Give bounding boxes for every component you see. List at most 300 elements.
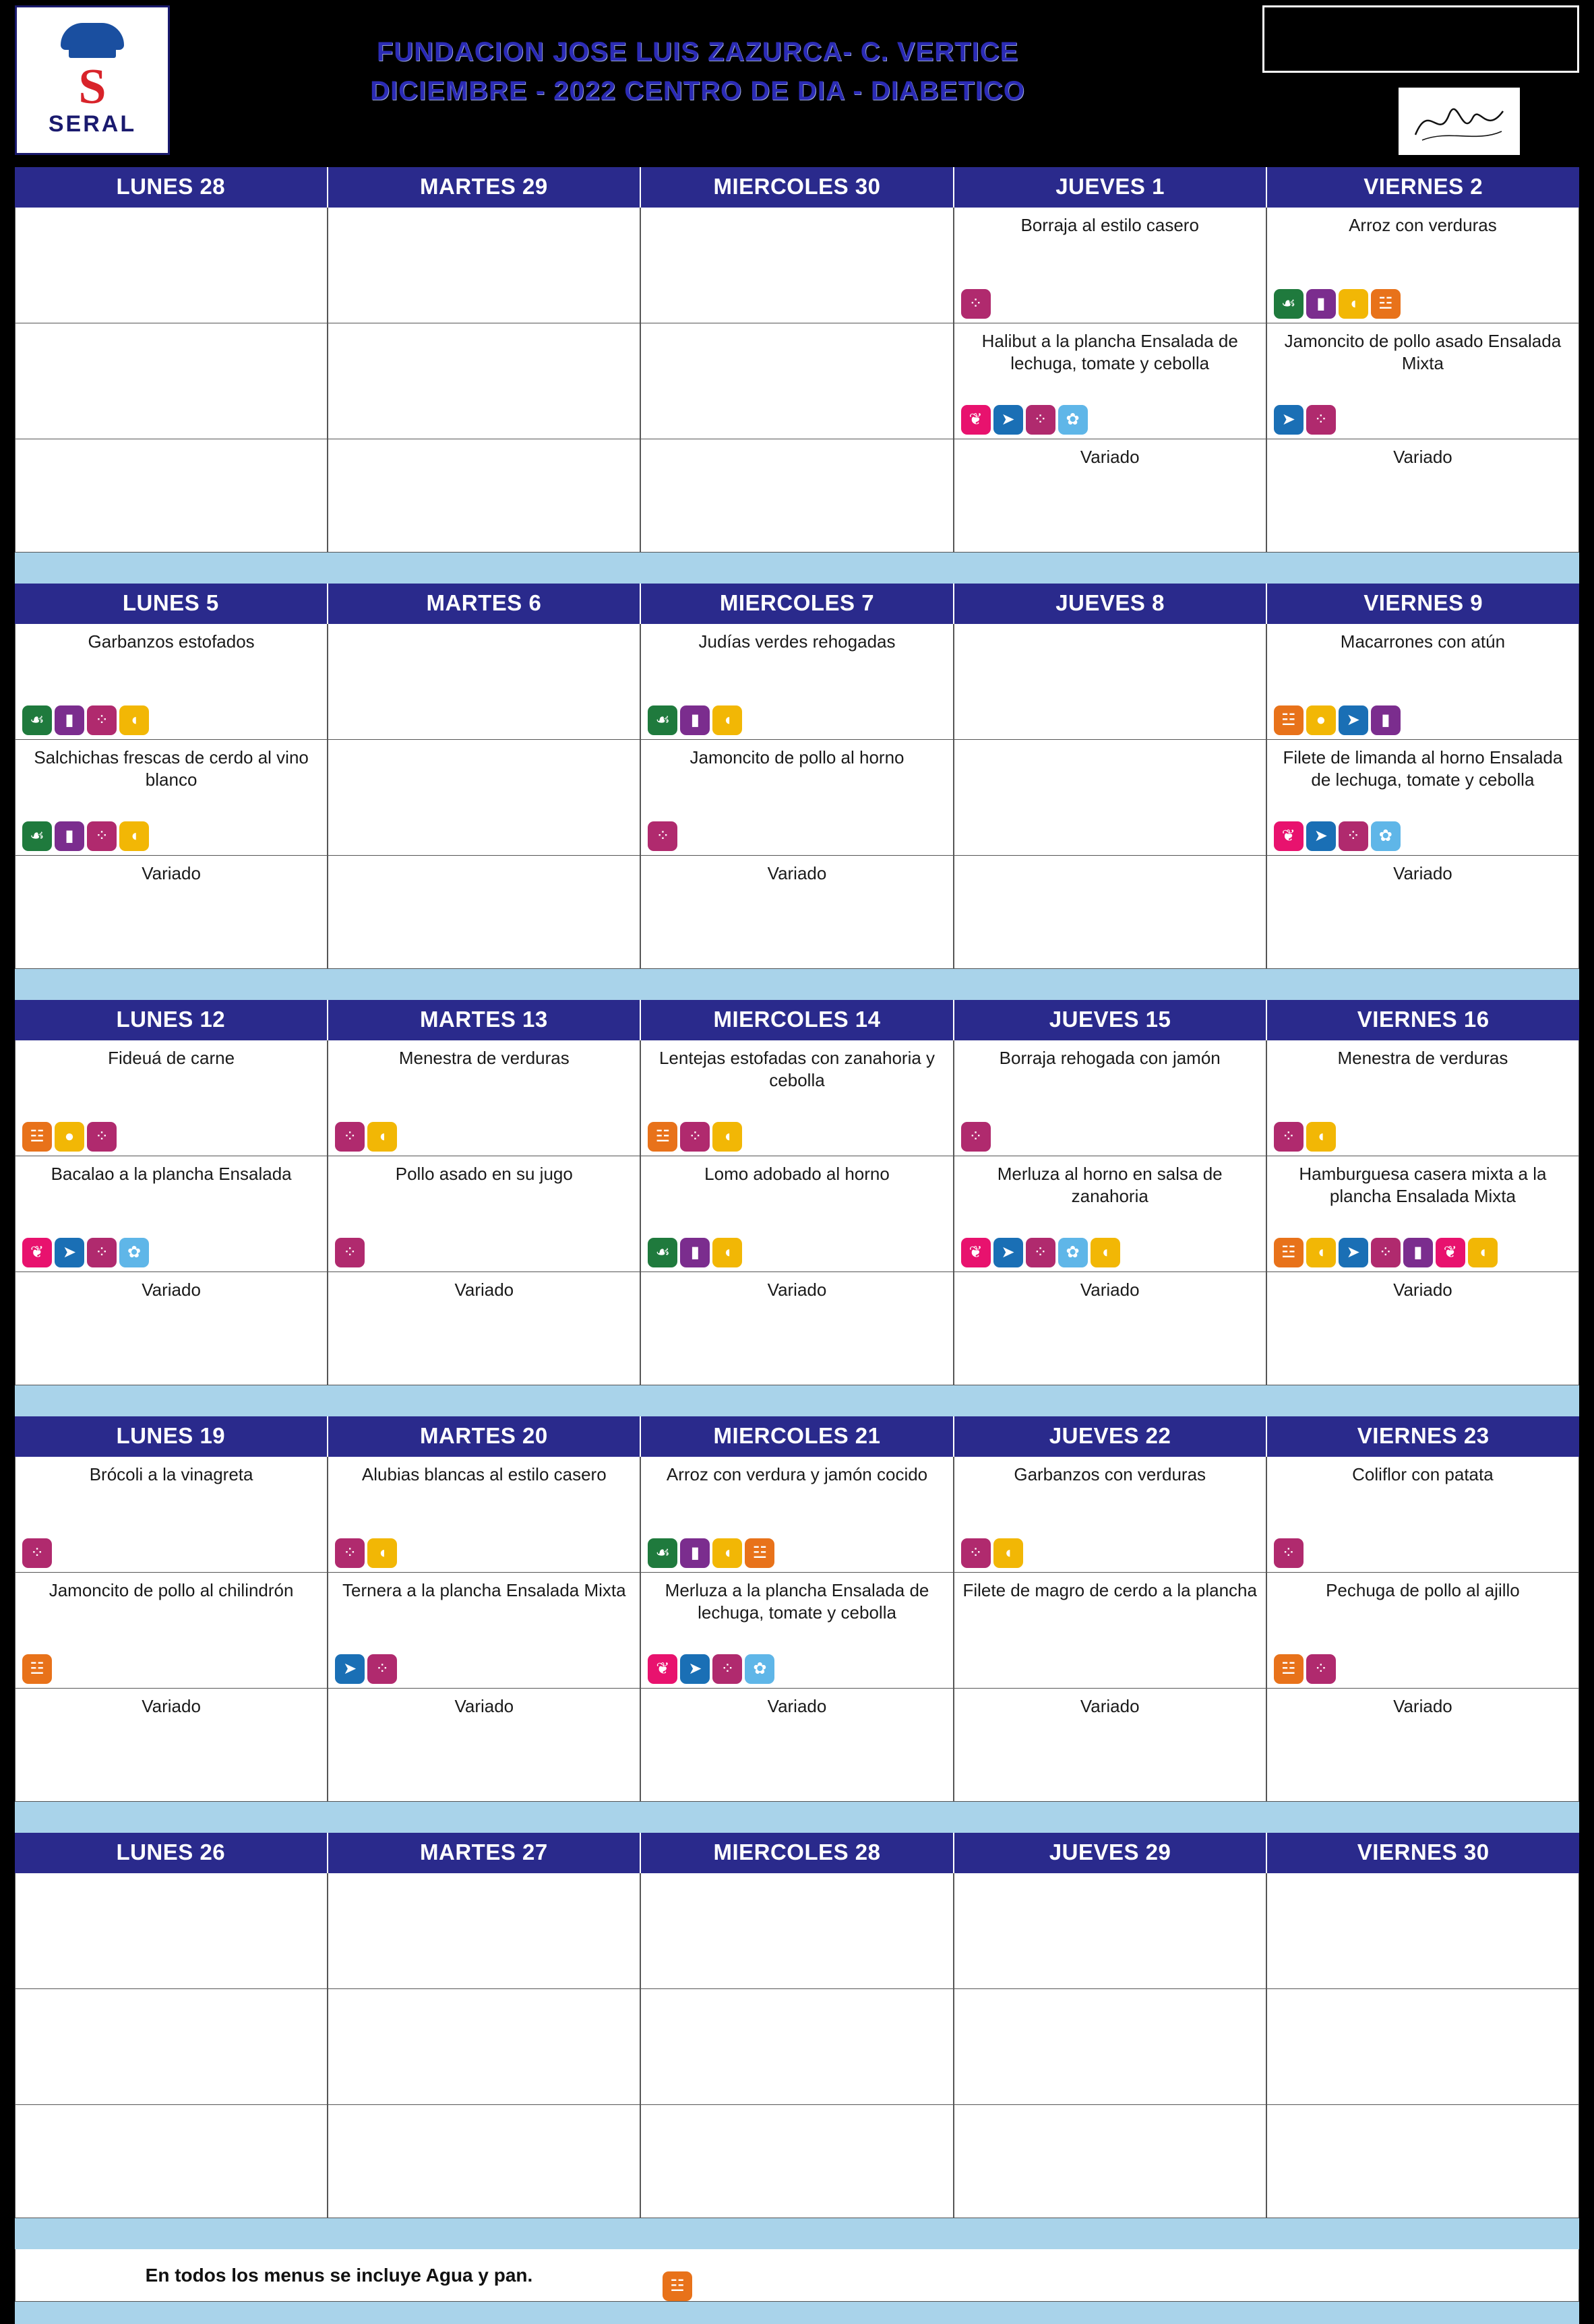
day-header: JUEVES 15 <box>954 1000 1268 1040</box>
day-header: LUNES 28 <box>15 167 328 208</box>
lacteos-icon: ▮ <box>55 705 84 735</box>
allergen-icon-group <box>1274 701 1572 735</box>
dish-text: Filete de magro de cerdo a la plancha <box>962 1580 1257 1600</box>
dish-text: Variado <box>767 863 827 883</box>
pescado-icon: ➤ <box>993 1238 1023 1267</box>
menu-cell <box>1266 740 1579 856</box>
dish-text: Variado <box>1393 447 1452 467</box>
menu-cell <box>1266 1040 1579 1156</box>
gluten-icon: ☳ <box>745 1538 774 1568</box>
menu-cell <box>15 856 328 969</box>
menu-cell <box>1266 856 1579 969</box>
menu-cell <box>954 1040 1266 1156</box>
mostaza-icon: ◖ <box>119 705 149 735</box>
menu-cell <box>954 1573 1266 1689</box>
dish-text: Pollo asado en su jugo <box>395 1164 573 1184</box>
menu-cell <box>1266 1989 1579 2105</box>
menu-cell <box>640 1689 953 1802</box>
mostaza-icon: ◖ <box>1306 1238 1336 1267</box>
apio-icon: ☙ <box>648 705 677 735</box>
menu-cell <box>15 1989 328 2105</box>
menu-cell <box>954 1156 1266 1272</box>
menu-cell <box>15 439 328 553</box>
mostaza-icon: ◖ <box>1339 289 1368 319</box>
crustaceos-icon: ❦ <box>1274 821 1304 851</box>
day-header: VIERNES 16 <box>1267 1000 1579 1040</box>
dish-text: Menestra de verduras <box>398 1048 570 1068</box>
allergen-icon-group <box>961 1118 1259 1152</box>
menu-cell <box>640 1573 953 1689</box>
menu-cell <box>15 208 328 323</box>
menu-cell <box>954 1873 1266 1989</box>
mostaza-icon: ◖ <box>1306 1122 1336 1152</box>
day-header: MARTES 13 <box>328 1000 642 1040</box>
sesamo-icon: ⁘ <box>335 1538 365 1568</box>
day-header: JUEVES 29 <box>954 1833 1268 1873</box>
pescado-icon: ➤ <box>55 1238 84 1267</box>
day-header: LUNES 26 <box>15 1833 328 1873</box>
day-header: LUNES 5 <box>15 584 328 624</box>
week-block <box>15 584 1579 1000</box>
menu-cell <box>328 439 640 553</box>
mostaza-icon: ◖ <box>993 1538 1023 1568</box>
menu-cell <box>1266 439 1579 553</box>
gluten-icon: ☳ <box>648 1122 677 1152</box>
menu-cell <box>1266 208 1579 323</box>
allergen-icon-group <box>961 401 1259 435</box>
sesamo-icon: ⁘ <box>367 1654 397 1684</box>
menu-cell <box>15 624 328 740</box>
allergen-icon-group <box>22 1118 320 1152</box>
dish-text: Variado <box>454 1696 514 1716</box>
dish-text: Variado <box>1080 447 1140 467</box>
dish-text: Lomo adobado al horno <box>704 1164 890 1184</box>
menu-cell <box>1266 624 1579 740</box>
sesamo-icon: ⁘ <box>648 821 677 851</box>
menu-cell <box>328 208 640 323</box>
day-header: JUEVES 8 <box>954 584 1268 624</box>
allergen-icon-group <box>1274 401 1572 435</box>
week-header-row <box>15 167 1579 208</box>
allergen-icon-group <box>22 1534 320 1568</box>
menu-cell <box>640 1989 953 2105</box>
dish-text: Garbanzos con verduras <box>1014 1464 1206 1484</box>
allergen-icon-group <box>648 1234 946 1267</box>
menu-row <box>15 1573 1579 1689</box>
moluscos-icon: ✿ <box>745 1654 774 1684</box>
gluten-icon: ☳ <box>1371 289 1401 319</box>
gluten-icon: ☳ <box>22 1654 52 1684</box>
gluten-icon: ☳ <box>22 1122 52 1152</box>
footer-note-row <box>15 2249 1579 2302</box>
allergen-icon-group <box>22 701 320 735</box>
week-separator <box>15 2218 1579 2249</box>
apio-icon: ☙ <box>1274 289 1304 319</box>
mostaza-icon: ◖ <box>119 821 149 851</box>
menu-cell <box>328 1989 640 2105</box>
allergen-icon-group <box>648 701 946 735</box>
menu-cell <box>328 1156 640 1272</box>
crustaceos-icon: ❦ <box>22 1238 52 1267</box>
mostaza-icon: ◖ <box>367 1122 397 1152</box>
menu-cell <box>328 1457 640 1573</box>
mostaza-icon: ◖ <box>712 1122 742 1152</box>
dish-text: Coliflor con patata <box>1352 1464 1494 1484</box>
menu-row <box>15 2105 1579 2218</box>
menu-cell <box>15 1689 328 1802</box>
menu-cell <box>954 1989 1266 2105</box>
title-line-2: DICIEMBRE - 2022 CENTRO DE DIA - DIABETICO <box>370 76 1025 106</box>
sesamo-icon: ⁘ <box>1371 1238 1401 1267</box>
document-header <box>0 0 1594 167</box>
lacteos-icon: ▮ <box>1403 1238 1433 1267</box>
allergen-icon-group <box>22 817 320 851</box>
sesamo-icon: ⁘ <box>961 1538 991 1568</box>
dish-text: Variado <box>1080 1696 1140 1716</box>
stamp-box <box>1262 5 1579 73</box>
dish-text: Alubias blancas al estilo casero <box>361 1464 607 1484</box>
week-header-row <box>15 1833 1579 1873</box>
menu-cell <box>15 323 328 439</box>
week-header-row <box>15 1416 1579 1457</box>
pescado-icon: ➤ <box>993 405 1023 435</box>
menu-cell <box>15 1873 328 1989</box>
sesamo-icon: ⁘ <box>1026 405 1055 435</box>
moluscos-icon: ✿ <box>1058 1238 1088 1267</box>
crustaceos-icon: ❦ <box>648 1654 677 1684</box>
dish-text: Hamburguesa casera mixta a la plancha Ensalada Mixta <box>1299 1164 1547 1207</box>
allergen-icon-group <box>335 1118 633 1152</box>
day-header: MIERCOLES 14 <box>641 1000 954 1040</box>
sesamo-icon: ⁘ <box>1339 821 1368 851</box>
apio-icon: ☙ <box>648 1238 677 1267</box>
dish-text: Variado <box>142 1280 201 1300</box>
dish-text: Arroz con verdura y jamón cocido <box>666 1464 928 1484</box>
menu-cell <box>954 1457 1266 1573</box>
dish-text: Merluza a la plancha Ensalada de lechuga, tomate y cebolla <box>665 1580 929 1623</box>
footer-note-text: En todos los menus se incluye Agua y pan. <box>145 2264 533 2286</box>
menu-cell <box>1266 323 1579 439</box>
document-title <box>202 32 1193 111</box>
dish-text: Merluza al horno en salsa de zanahoria <box>997 1164 1223 1207</box>
moluscos-icon: ✿ <box>119 1238 149 1267</box>
day-header: MARTES 29 <box>328 167 642 208</box>
menu-row <box>15 1272 1579 1385</box>
day-header: MIERCOLES 28 <box>641 1833 954 1873</box>
day-header: VIERNES 30 <box>1267 1833 1579 1873</box>
allergen-icon-group <box>335 1234 633 1267</box>
seral-logo <box>15 5 170 155</box>
dish-text: Variado <box>1080 1280 1140 1300</box>
menu-cell <box>640 1873 953 1989</box>
dish-text: Borraja al estilo casero <box>1020 215 1199 235</box>
huevos-icon: ● <box>1306 705 1336 735</box>
dish-text: Variado <box>1393 1280 1452 1300</box>
sesamo-icon: ⁘ <box>961 289 991 319</box>
day-header: VIERNES 2 <box>1267 167 1579 208</box>
week-block <box>15 1416 1579 1833</box>
footer-bar <box>15 2302 1579 2324</box>
menu-cell <box>328 1573 640 1689</box>
menu-row <box>15 624 1579 740</box>
sesamo-icon: ⁘ <box>712 1654 742 1684</box>
menu-cell <box>954 1272 1266 1385</box>
apio-icon: ☙ <box>22 821 52 851</box>
lacteos-icon: ▮ <box>1371 705 1401 735</box>
menu-cell <box>640 1040 953 1156</box>
mostaza-icon: ◖ <box>367 1538 397 1568</box>
menu-cell <box>640 624 953 740</box>
menu-cell <box>15 1457 328 1573</box>
week-block <box>15 1833 1579 2249</box>
day-header: JUEVES 22 <box>954 1416 1268 1457</box>
mostaza-icon: ◖ <box>712 705 742 735</box>
dish-text: Jamoncito de pollo asado Ensalada Mixta <box>1284 331 1562 374</box>
day-header: VIERNES 23 <box>1267 1416 1579 1457</box>
day-header: JUEVES 1 <box>954 167 1268 208</box>
lacteos-icon: ▮ <box>55 821 84 851</box>
pescado-icon: ➤ <box>1306 821 1336 851</box>
day-header: MARTES 6 <box>328 584 642 624</box>
gluten-icon: ☳ <box>1274 1654 1304 1684</box>
mostaza-icon: ◖ <box>1468 1238 1498 1267</box>
sesamo-icon: ⁘ <box>1026 1238 1055 1267</box>
menu-row <box>15 856 1579 969</box>
day-header: MARTES 27 <box>328 1833 642 1873</box>
menu-cell <box>15 1156 328 1272</box>
menu-cell <box>640 439 953 553</box>
menu-cell <box>328 1873 640 1989</box>
dish-text: Pechuga de pollo al ajillo <box>1326 1580 1520 1600</box>
dish-text: Variado <box>767 1696 827 1716</box>
dish-text: Variado <box>142 863 201 883</box>
gluten-icon: ☳ <box>1274 1238 1304 1267</box>
dish-text: Halibut a la plancha Ensalada de lechuga, tomate y cebolla <box>981 331 1238 374</box>
allergen-icon-group <box>1274 1234 1572 1267</box>
menu-cell <box>1266 1873 1579 1989</box>
menu-cell <box>640 856 953 969</box>
title-line-1: FUNDACION JOSE LUIS ZAZURCA- C. VERTICE <box>376 37 1019 67</box>
menu-cell <box>328 856 640 969</box>
allergen-icon-group <box>22 1234 320 1267</box>
lacteos-icon: ▮ <box>680 705 710 735</box>
mostaza-icon: ◖ <box>1091 1238 1120 1267</box>
week-separator <box>15 553 1579 584</box>
crustaceos-icon: ❦ <box>961 405 991 435</box>
menu-cell <box>15 1272 328 1385</box>
menu-cell <box>954 323 1266 439</box>
menu-cell <box>1266 1272 1579 1385</box>
menu-row <box>15 740 1579 856</box>
day-header: VIERNES 9 <box>1267 584 1579 624</box>
menu-cell <box>328 1272 640 1385</box>
menu-cell <box>1266 1457 1579 1573</box>
chef-hat-icon <box>55 23 129 65</box>
menu-cell <box>328 624 640 740</box>
dish-text: Salchichas frescas de cerdo al vino blanco <box>34 747 309 790</box>
allergen-icon-group <box>1274 1650 1572 1684</box>
signature-box <box>1399 88 1520 155</box>
menu-cell <box>1266 1689 1579 1802</box>
menu-cell <box>328 1040 640 1156</box>
allergen-icon-group <box>335 1534 633 1568</box>
dish-text: Variado <box>767 1280 827 1300</box>
dish-text: Borraja rehogada con jamón <box>999 1048 1221 1068</box>
allergen-icon-group <box>648 1650 946 1684</box>
menu-cell <box>1266 1156 1579 1272</box>
menu-cell <box>1266 2105 1579 2218</box>
menu-cell <box>640 1156 953 1272</box>
sesamo-icon: ⁘ <box>1306 405 1336 435</box>
allergen-icon-group <box>335 1650 633 1684</box>
dish-text: Variado <box>454 1280 514 1300</box>
pescado-icon: ➤ <box>680 1654 710 1684</box>
allergen-icon-group <box>1274 285 1572 319</box>
menu-cell <box>15 740 328 856</box>
week-header-row <box>15 584 1579 624</box>
lacteos-icon: ▮ <box>680 1238 710 1267</box>
menu-cell <box>640 2105 953 2218</box>
allergen-icon-group <box>22 1650 320 1684</box>
menu-cell <box>954 856 1266 969</box>
sesamo-icon: ⁘ <box>87 705 117 735</box>
sesamo-icon: ⁘ <box>1274 1538 1304 1568</box>
logo-letter-s: S <box>78 59 106 115</box>
menu-row <box>15 323 1579 439</box>
menu-row <box>15 208 1579 323</box>
allergen-icon-group <box>648 817 946 851</box>
lacteos-icon: ▮ <box>680 1538 710 1568</box>
menu-cell <box>15 2105 328 2218</box>
mostaza-icon: ◖ <box>712 1238 742 1267</box>
mostaza-icon: ◖ <box>712 1538 742 1568</box>
dish-text: Arroz con verduras <box>1349 215 1497 235</box>
menu-cell <box>954 208 1266 323</box>
sesamo-icon: ⁘ <box>1274 1122 1304 1152</box>
week-separator <box>15 969 1579 1000</box>
sesamo-icon: ⁘ <box>335 1238 365 1267</box>
gluten-icon: ☳ <box>663 2271 692 2301</box>
dish-text: Macarrones con atún <box>1340 631 1506 652</box>
menu-calendar <box>15 167 1579 2324</box>
dish-text: Brócoli a la vinagreta <box>89 1464 253 1484</box>
menu-row <box>15 439 1579 553</box>
footer-allergen-icon-group <box>663 2267 692 2301</box>
day-header: MIERCOLES 7 <box>641 584 954 624</box>
dish-text: Jamoncito de pollo al chilindrón <box>49 1580 294 1600</box>
sesamo-icon: ⁘ <box>22 1538 52 1568</box>
menu-cell <box>640 323 953 439</box>
menu-cell <box>328 740 640 856</box>
allergen-icon-group <box>648 1534 946 1568</box>
menu-cell <box>640 740 953 856</box>
dish-text: Menestra de verduras <box>1337 1048 1508 1068</box>
menu-cell <box>954 740 1266 856</box>
menu-cell <box>15 1040 328 1156</box>
pescado-icon: ➤ <box>1339 705 1368 735</box>
allergen-icon-group <box>1274 1534 1572 1568</box>
moluscos-icon: ✿ <box>1058 405 1088 435</box>
dish-text: Variado <box>1393 863 1452 883</box>
sesamo-icon: ⁘ <box>87 1238 117 1267</box>
day-header: MIERCOLES 30 <box>641 167 954 208</box>
menu-cell <box>328 1689 640 1802</box>
dish-text: Variado <box>1393 1696 1452 1716</box>
dish-text: Lentejas estofadas con zanahoria y cebolla <box>658 1048 936 1091</box>
pescado-icon: ➤ <box>1339 1238 1368 1267</box>
dish-text: Filete de limanda al horno Ensalada de lechuga, tomate y cebolla <box>1283 747 1563 790</box>
dish-text: Garbanzos estofados <box>88 631 255 652</box>
logo-wordmark: SERAL <box>48 111 137 137</box>
allergen-icon-group <box>648 1118 946 1152</box>
menu-cell <box>954 624 1266 740</box>
menu-row <box>15 1873 1579 1989</box>
dish-text: Variado <box>142 1696 201 1716</box>
apio-icon: ☙ <box>648 1538 677 1568</box>
dish-text: Judías verdes rehogadas <box>698 631 896 652</box>
dish-text: Jamoncito de pollo al horno <box>689 747 905 767</box>
menu-cell <box>640 1272 953 1385</box>
menu-cell <box>328 323 640 439</box>
allergen-icon-group <box>961 285 1259 319</box>
week-block <box>15 1000 1579 1416</box>
week-separator <box>15 1802 1579 1833</box>
day-header: MARTES 20 <box>328 1416 642 1457</box>
menu-cell <box>954 2105 1266 2218</box>
menu-cell <box>328 2105 640 2218</box>
day-header: MIERCOLES 21 <box>641 1416 954 1457</box>
dish-text: Ternera a la plancha Ensalada Mixta <box>342 1580 626 1600</box>
pescado-icon: ➤ <box>335 1654 365 1684</box>
lacteos-icon: ▮ <box>1306 289 1336 319</box>
day-header: LUNES 12 <box>15 1000 328 1040</box>
week-block <box>15 167 1579 584</box>
dish-text: Bacalao a la plancha Ensalada <box>51 1164 292 1184</box>
sesamo-icon: ⁘ <box>961 1122 991 1152</box>
menu-cell <box>15 1573 328 1689</box>
moluscos-icon: ✿ <box>1371 821 1401 851</box>
crustaceos-icon: ❦ <box>961 1238 991 1267</box>
allergen-icon-group <box>1274 817 1572 851</box>
menu-cell <box>640 208 953 323</box>
pescado-icon: ➤ <box>1274 405 1304 435</box>
menu-row <box>15 1689 1579 1802</box>
signature-icon <box>1409 94 1510 148</box>
huevos-icon: ● <box>55 1122 84 1152</box>
menu-row <box>15 1040 1579 1156</box>
sesamo-icon: ⁘ <box>335 1122 365 1152</box>
week-separator <box>15 1385 1579 1416</box>
menu-row <box>15 1156 1579 1272</box>
sesamo-icon: ⁘ <box>1306 1654 1336 1684</box>
allergen-icon-group <box>1274 1118 1572 1152</box>
sesamo-icon: ⁘ <box>87 821 117 851</box>
menu-cell <box>640 1457 953 1573</box>
menu-cell <box>954 1689 1266 1802</box>
week-header-row <box>15 1000 1579 1040</box>
sesamo-icon: ⁘ <box>680 1122 710 1152</box>
menu-row <box>15 1457 1579 1573</box>
dish-text: Fideuá de carne <box>108 1048 235 1068</box>
allergen-icon-group <box>961 1234 1259 1267</box>
menu-cell <box>954 439 1266 553</box>
menu-row <box>15 1989 1579 2105</box>
apio-icon: ☙ <box>22 705 52 735</box>
allergen-icon-group <box>961 1534 1259 1568</box>
menu-cell <box>1266 1573 1579 1689</box>
gluten-icon: ☳ <box>1274 705 1304 735</box>
sesamo-icon: ⁘ <box>87 1122 117 1152</box>
